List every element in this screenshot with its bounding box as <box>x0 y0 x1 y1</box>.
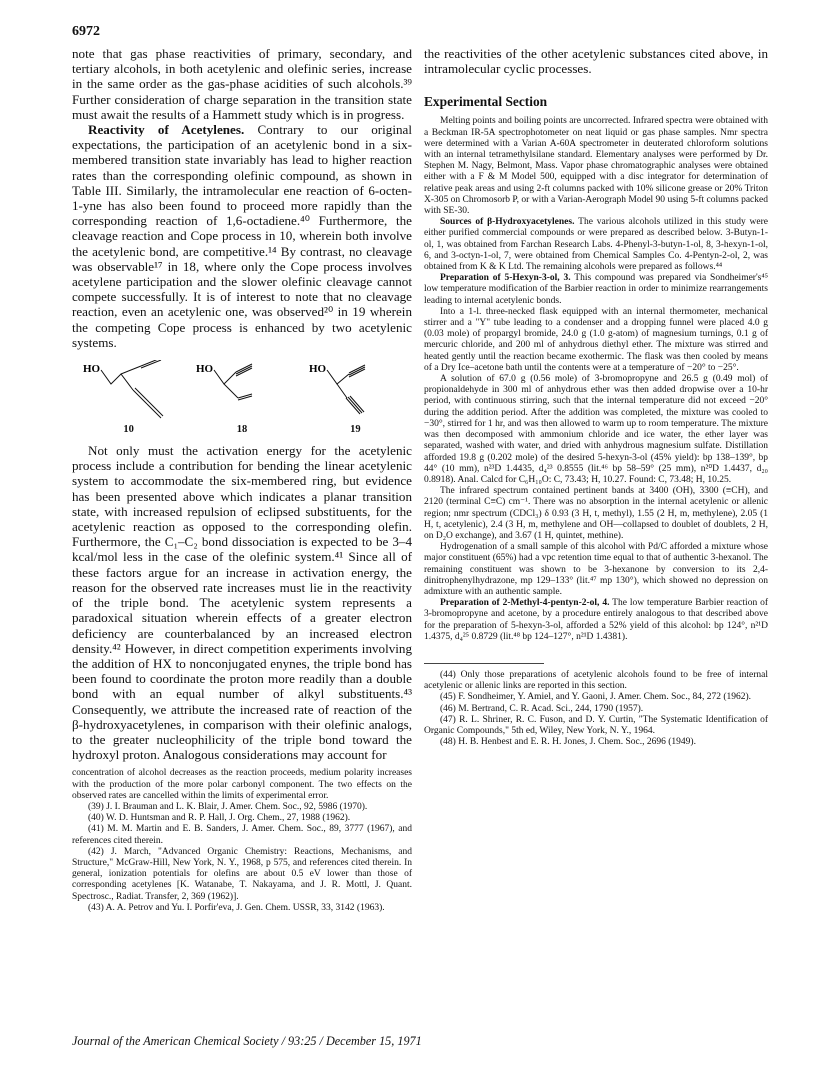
footnote-46: (46) M. Bertrand, C. R. Acad. Sci., 244, 1790 (1957). <box>440 703 644 714</box>
run-in-heading: Preparation of 2-Methyl-4-pentyn-2-ol, 4. <box>440 598 610 609</box>
structure-18 <box>192 360 292 435</box>
footnote-47: (47) R. L. Shriner, R. C. Fuson, and D. Y. Curtin, "The Systematic Identification of Organic Compounds," 5th ed, Wiley, New York, N. Y., 1964. <box>424 714 768 736</box>
ho-label: HO <box>309 363 327 376</box>
paragraph-reactivity <box>72 122 412 350</box>
paragraph-sources <box>424 217 768 273</box>
footnote-continuation: concentration of alcohol decreases as the reaction proceeds, medium polarity increases with the production of the more polar carbonyl component. The two effects on the observed rates are cancelled within the limits of experimental error. <box>72 768 412 801</box>
footnote-41: (41) M. M. Martin and E. B. Sanders, J. Amer. Chem. Soc., 89, 3777 (1967), and references cited therein. <box>72 824 412 846</box>
paragraph: Not only must the activation energy for the acetylenic process include a contribution for bending the linear acetylenic system to accommodate the six-membered ring, but evidence has been presented above which indicates a planar transition state, with increased repulsion of eclipsed substituents, for the acetylenic reaction as opposed to the corresponding olefin. Furthermore, the C₁–C₂ bond dissociation is expected to be 3–4 kcal/mol less in the case of the olefinic system.⁴¹ Since all of these factors argue for an increase in activation energy, the reason for the observed rate increases must lie in the reactivity of the triple bond. The acetylenic system represents a paradoxical situation wherein effects of a greater electron deficiency are counterbalanced by an increased electron density.⁴² However, in direct competition experiments involving the addition of HX to nonconjugated enynes, the triple bond has been found to coordinate the proton more readily than a double bond with an equal number of alkyl substituents.⁴³ Consequently, we attribute the increased rate of reaction of the β-hydroxyacetylenes, in comparison with their olefinic analogs, to the greater nucleophilicity of the triple bond toward the hydroxyl proton. Analogous considerations may account for <box>72 443 412 763</box>
footnotes-left <box>72 768 412 914</box>
footnote-39: (39) J. I. Brauman and L. K. Blair, J. Amer. Chem. Soc., 92, 5986 (1970). <box>88 801 368 812</box>
paragraph-pentynol <box>424 598 768 643</box>
footnote-43: (43) A. A. Petrov and Yu. I. Porfir'eva, J. Gen. Chem. USSR, 33, 3142 (1963). <box>88 902 385 913</box>
paragraph-hexynol <box>424 273 768 307</box>
footnote-divider <box>424 663 544 664</box>
paragraph-text: This compound was prepared via Sondheimer's⁴⁵ low temperature modification of the Barbier reaction in order to minimize rearrangements leading to internal acetylenic bonds. <box>424 273 769 306</box>
paragraph: Melting points and boiling points are uncorrected. Infrared spectra were obtained with a Beckman IR-5A spectrophotometer on neat liquid or gas phase samples. Nmr spectra were determined with a Varian A-60A spectrometer in deuterated chloroform solutions with an internal tetramethylsilane standard. Elementary analyses were performed by Dr. Stephen M. Nagy, Belmont, Mass. Vapor phase chromatographic analyses were obtained either with a F & M Model 500, equipped with a disc integrator for determination of relative peak areas and using 2-ft columns packed with 10% silicone grease or 20% Triton X-305 on Chromosorb P, or with a Varian-Aerograph Model 90 using 5-ft columns packed with SE-30. <box>424 116 768 217</box>
structure-row <box>72 360 412 435</box>
run-in-heading: Reactivity of Acetylenes. <box>88 122 245 138</box>
paragraph: Hydrogenation of a small sample of this alcohol with Pd/C afforded a mixture whose major constituent (65%) had a vpc retention time equal to that of authentic 3-hexanol. The remaining constituent was shown to be 3-hexanone by conversion to its 2,4-dinitrophenylhydrazone, mp 129–133° (lit.⁴⁷ mp 130°), which showed no depression on admixture with an authentic sample. <box>424 542 768 597</box>
paragraph: Into a 1-l. three-necked flask equipped with an internal thermometer, mechanical stirrer and a "Y" tube leading to a condenser and a dropping funnel were placed 4.0 g (0.03 mole) of propargyl bromide, 24.0 g (1.0 g-atom) of magnesium turnings, 0.1 g of mercuric chloride, and 200 ml of anhydrous diethyl ether. The mixture was stirred and heated gently until the reaction became exothermic. The flask was then cooled by means of a Dry Ice–acetone bath until the contents were at a temperature of −20° to −25°. <box>424 306 768 373</box>
footnote-44: (44) Only those preparations of acetylenic alcohols found to be free of internal acetylenic or allenic links are reported in this section. <box>424 669 768 692</box>
compound-number: 10 <box>123 424 134 436</box>
compound-number: 19 <box>350 424 361 436</box>
left-column <box>72 46 412 914</box>
footnote-42: (42) J. March, "Advanced Organic Chemistry: Reactions, Mechanisms, and Structure," McGraw-Hill, New York, N. Y., 1968, p 575, and references cited therein. In general, ionization potentials for olefins are about 0.5 eV lower than those of corresponding acetylenes [K. Watanabe, T. Nakayama, and J. R. Mottl, J. Quant. Spectrosc., Radiat. Transfer, 2, 369 (1962)]. <box>72 846 412 902</box>
run-in-heading: Preparation of 5-Hexyn-3-ol, 3. <box>440 273 571 284</box>
footnotes-right <box>424 670 768 748</box>
ho-label: HO <box>195 363 214 376</box>
structure-18-drawing <box>194 360 290 424</box>
footnote-40: (40) W. D. Huntsman and R. P. Hall, J. Org. Chem., 27, 1988 (1962). <box>88 813 351 824</box>
paragraph: the reactivities of the other acetylenic substances cited above, in intramolecular cyclic processes. <box>424 46 768 77</box>
structure-10-drawing <box>81 360 177 424</box>
run-in-heading: Sources of β-Hydroxyacetylenes. <box>440 217 575 228</box>
right-column <box>424 46 768 748</box>
compound-number: 18 <box>236 424 248 436</box>
paragraph: The infrared spectrum contained pertinent bands at 3400 (OH), 3300 (≡CH), and 2120 (terminal C≡C) cm⁻¹. There was no absorption in the internal acetylenic or allenic region; nmr spectrum (CDCl₃) δ 0.93 (3 H, t, methyl), 1.55 (2 H, m, methylene), 2.05 (1 H, t, acetylenic), 2.4 (3 H, m, methylene and OH—collapsed to doublet of doublets, 2 H, on D₂O exchange), and 3.67 (1 H, quintet, methine). <box>424 486 768 541</box>
structure-19-drawing <box>307 360 403 424</box>
journal-footer: Journal of the American Chemical Society / 93:25 / December 15, 1971 <box>72 1034 422 1048</box>
paragraph-text: Contrary to our original expectations, the participation of an acetylenic bond in a six-membered transition state invariably has lead to higher reaction rates than the corresponding olefinic compound, as shown in Table III. Similarly, the intramolecular ene reaction of 6-octen-1-yne has also been found to proceed more rapidly than the corresponding reaction of 1,6-octadiene.⁴⁰ Furthermore, the cleavage reaction and Cope process in 10, wherein both involve the acetylenic bond, are competitive.¹⁴ By contrast, no cleavage was observable¹⁷ in 18, where only the Cope process involves acetylene participation and the slower olefinic cleavage cannot compete successfully. It is of interest to note that no cleavage reaction, even an acetylenic one, was observed²⁰ in 19 wherein the competing Cope process is enhanced by two acetylenic systems. <box>72 122 412 350</box>
paragraph: note that gas phase reactivities of primary, secondary, and tertiary alcohols, in both acetylenic and olefinic series, increase in the same order as the gas-phase acidities of such alcohols.³⁹ Further consideration of charge separation in the transition state must await the results of a Hammett study which is in progress. <box>72 46 412 122</box>
paragraph-text: The various alcohols utilized in this study were either purified commercial compounds or were prepared as described below. 3-Butyn-1-ol, 1, was obtained from Farchan Research Labs. 4-Phenyl-3-butyn-1-ol, 8, 3-hexyn-1-ol, 6, and 3-octyn-1-ol, 7, were obtained from Chemical Samples Co. 4-Pentyn-2-ol, 2, was obtained from K & K Ltd. The remaining alcohols were prepared as follows.⁴⁴ <box>424 217 768 273</box>
structure-10 <box>79 360 179 435</box>
page-number: 6972 <box>72 24 100 39</box>
structure-19 <box>305 360 405 435</box>
section-heading: Experimental Section <box>424 94 548 110</box>
paragraph-text: The low temperature Barbier reaction of 3-bromopropyne and acetone, by a procedure entirely analogous to that described above for the preparation of 5-hexyn-3-ol, afforded a 52% yield of this alcohol: bp 124°, n²¹D 1.4375, d₄²⁵ 0.8729 (lit.⁴⁸ bp 124–127°, n²¹D 1.4381). <box>424 598 768 642</box>
footnote-45: (45) F. Sondheimer, Y. Amiel, and Y. Gaoni, J. Amer. Chem. Soc., 84, 272 (1962). <box>440 692 752 703</box>
ho-label: HO <box>82 363 100 376</box>
footnote-48: (48) H. B. Henbest and E. R. H. Jones, J. Chem. Soc., 2696 (1949). <box>440 737 696 748</box>
paragraph: A solution of 67.0 g (0.56 mole) of 3-bromopropyne and 26.5 g (0.49 mol) of propionaldehyde in 300 ml of anhydrous ether was then added dropwise over a 10-hr period, with continuous stirring, such that the internal temperature did not exceed −20° during the addition period. After the addition was completed, the mixture was cooled to −30°, stirred for 1 hr, and was then allowed to warm up to room temperature. The mixture was then decomposed with ammonium chloride and ice water, the ether layer was separated, washed with water, and dried with anhydrous magnesium sulfate. Distillation afforded 19.8 g (0.202 mole) of the desired 5-hexyn-3-ol (45% yield): bp 138–139°, bp 44° (10 mm), n²³D 1.4435, d₄²³ 0.8555 (lit.⁴⁶ bp 58–59° (25 mm), n²⁰D 1.4437, d₂₀ 0.8918). Anal. Calcd for C₆H₁₀O: C, 73.43; H, 10.27. Found: C, 73.48; H, 10.25. <box>424 374 768 485</box>
